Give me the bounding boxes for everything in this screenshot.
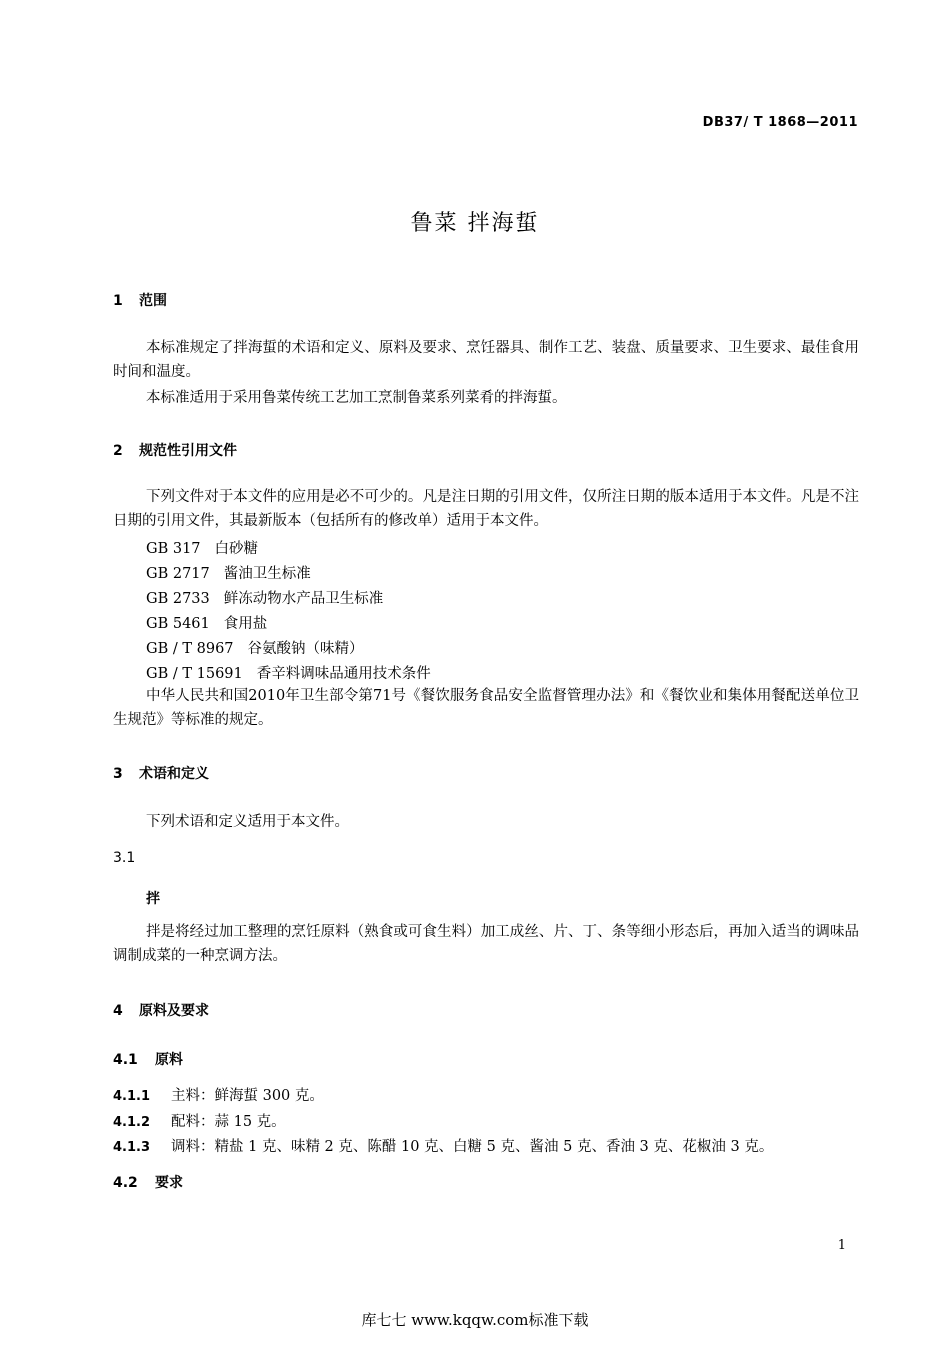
section-title: 术语和定义 xyxy=(139,766,209,782)
section-number: 2 xyxy=(113,443,123,459)
reference-title: 酱油卫生标准 xyxy=(223,566,311,582)
section-number: 4 xyxy=(113,1003,123,1019)
reference-code: GB 2733 xyxy=(146,591,210,607)
subsection-4-1-heading xyxy=(113,1049,183,1069)
section-1-heading xyxy=(113,290,167,310)
section-3-heading xyxy=(113,763,209,783)
reference-code: GB 317 xyxy=(146,541,201,557)
section-2-closing: 中华人民共和国2010年卫生部令第71号《餐饮服务食品安全监督管理办法》和《餐饮业和集体用餐配送单位卫生规范》等标准的规定。 xyxy=(113,688,859,728)
subsection-4-2-heading xyxy=(113,1172,183,1192)
section-2-intro: 下列文件对于本文件的应用是必不可少的。凡是注日期的引用文件，仅所注日期的版本适用于本文件。凡是不注日期的引用文件，其最新版本（包括所有的修改单）适用于本文件。 xyxy=(113,489,859,529)
reference-title: 谷氨酸钠（味精） xyxy=(247,641,364,657)
section-2-heading xyxy=(113,440,237,460)
clause-item xyxy=(113,1110,286,1131)
section-4-heading xyxy=(113,1000,209,1020)
subsection-number: 4.1 xyxy=(113,1052,138,1068)
reference-title: 香辛料调味品通用技术条件 xyxy=(256,666,431,682)
reference-item xyxy=(146,612,267,633)
reference-code: GB / T 15691 xyxy=(146,666,243,682)
subsection-title: 原料 xyxy=(155,1052,183,1068)
reference-item xyxy=(146,562,311,583)
clause-number: 4.1.3 xyxy=(113,1140,151,1155)
reference-code: GB / T 8967 xyxy=(146,641,234,657)
term-definition: 拌是将经过加工整理的烹饪原料（熟食或可食生料）加工成丝、片、丁、条等细小形态后，再加入适当的调味品调制成菜的一种烹调方法。 xyxy=(113,924,859,964)
section-1-paragraph-1: 本标准规定了拌海蜇的术语和定义、原料及要求、烹饪器具、制作工艺、装盘、质量要求、卫生要求、最佳食用时间和温度。 xyxy=(113,340,859,380)
clause-text: 配料：蒜 15 克。 xyxy=(171,1114,286,1130)
subsection-title: 要求 xyxy=(155,1175,183,1191)
reference-title: 鲜冻动物水产品卫生标准 xyxy=(223,591,384,607)
clause-item xyxy=(113,1135,773,1156)
clause-number: 4.1.1 xyxy=(113,1089,151,1104)
reference-item xyxy=(146,537,258,558)
clause-item xyxy=(113,1084,324,1105)
section-number: 1 xyxy=(113,293,123,309)
footer-watermark: 库七七 www.kqqw.com标准下载 xyxy=(361,1311,589,1329)
section-1-paragraph-2: 本标准适用于采用鲁菜传统工艺加工烹制鲁菜系列菜肴的拌海蜇。 xyxy=(146,390,567,406)
reference-title: 食用盐 xyxy=(223,616,268,632)
standard-code: DB37/ T 1868—2011 xyxy=(702,115,858,130)
section-3-intro: 下列术语和定义适用于本文件。 xyxy=(146,814,349,830)
clause-text: 主料：鲜海蜇 300 克。 xyxy=(171,1088,324,1104)
reference-code: GB 5461 xyxy=(146,616,210,632)
section-title: 原料及要求 xyxy=(139,1003,209,1019)
term-number: 3.1 xyxy=(113,850,136,866)
subsection-number: 4.2 xyxy=(113,1175,138,1191)
clause-text: 调料：精盐 1 克、味精 2 克、陈醋 10 克、白糖 5 克、酱油 5 克、香油 3 克、花椒油 3 克。 xyxy=(171,1139,774,1155)
reference-item xyxy=(146,587,383,608)
page-number: 1 xyxy=(837,1238,846,1253)
section-title: 规范性引用文件 xyxy=(139,443,237,459)
document-title: 鲁菜 拌海蜇 xyxy=(410,211,540,236)
reference-item xyxy=(146,637,364,658)
reference-code: GB 2717 xyxy=(146,566,210,582)
reference-item xyxy=(146,662,431,683)
reference-title: 白砂糖 xyxy=(214,541,259,557)
section-number: 3 xyxy=(113,766,123,782)
term-name: 拌 xyxy=(146,891,160,907)
clause-number: 4.1.2 xyxy=(113,1115,151,1130)
section-title: 范围 xyxy=(139,293,167,309)
